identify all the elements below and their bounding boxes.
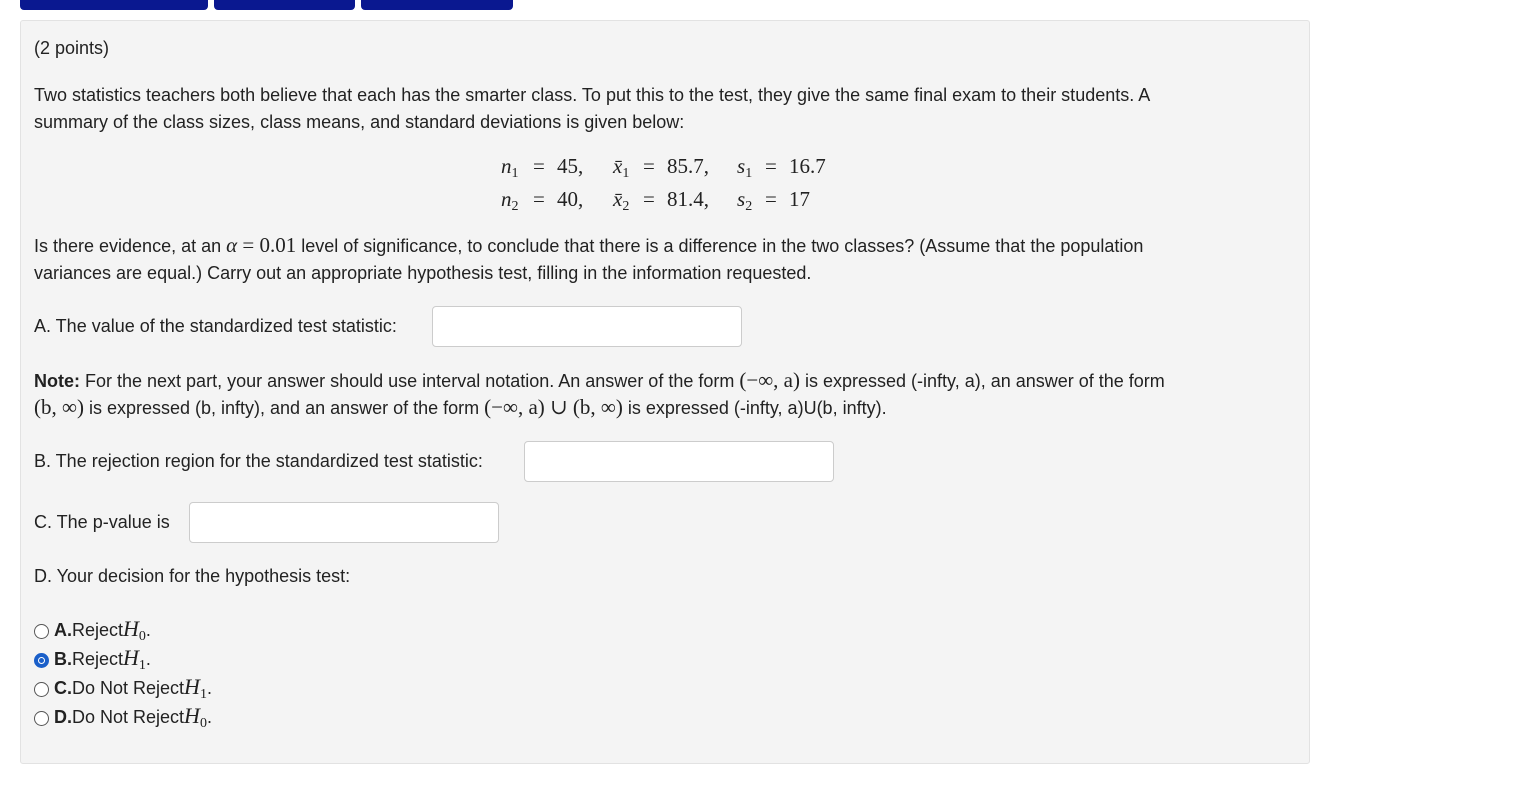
n1-symbol: n	[501, 154, 512, 178]
note-text-2: is expressed (-infty, a), an answer of the form	[799, 371, 1165, 391]
radio-button-a[interactable]	[34, 624, 49, 639]
n1-equals: =	[533, 154, 545, 178]
note-line-2	[34, 394, 887, 422]
option-a-text: Reject	[72, 619, 124, 640]
question-text-end: level of significance, to conclude that there is a difference in the two classes? (Assume that the population	[296, 236, 1144, 256]
s2-symbol: s	[737, 187, 746, 211]
radio-button-d[interactable]	[34, 711, 49, 726]
option-b-letter: B.	[54, 648, 72, 669]
intro-line-2: summary of the class sizes, class means, and standard deviations is given below:	[34, 112, 685, 132]
intro-line-1: Two statistics teachers both believe that each has the smarter class. To put this to the test, they give the same final exam to their students. A	[34, 85, 1151, 105]
p-value-input[interactable]	[189, 502, 499, 543]
x2-symbol: x̄	[613, 187, 623, 211]
option-d-subscript: 0	[199, 715, 207, 731]
note-text-3: is expressed (b, infty), and an answer of the form	[83, 398, 485, 418]
x1-equals: =	[643, 154, 655, 178]
radio-button-c[interactable]	[34, 682, 49, 697]
decision-option-a[interactable]	[34, 617, 151, 643]
top-nav-bar	[0, 0, 520, 10]
option-a-hypothesis: H	[123, 615, 139, 641]
problem-card	[20, 20, 1310, 764]
alpha-equals: =	[237, 233, 260, 257]
question-line-1	[34, 232, 1143, 260]
n1-subscript: 1	[511, 166, 519, 181]
option-c-subscript: 1	[199, 686, 207, 702]
alpha-symbol: α	[226, 233, 238, 257]
part-d-label: D. Your decision for the hypothesis test:	[34, 566, 351, 586]
s2-value: 17	[789, 187, 810, 211]
s1-subscript: 1	[745, 166, 753, 181]
option-c-hypothesis: H	[184, 673, 200, 699]
note-bold-label: Note:	[34, 371, 80, 391]
n2-subscript: 2	[511, 199, 519, 214]
part-c-label: C. The p-value is	[34, 512, 170, 532]
option-d-period: .	[206, 706, 212, 727]
question-line-2: variances are equal.) Carry out an appropriate hypothesis test, filling in the information requested.	[34, 263, 812, 283]
option-a-subscript: 0	[138, 628, 146, 644]
question-text-start: Is there evidence, at an	[34, 236, 227, 256]
note-interval-negative: (−∞, a)	[739, 368, 800, 392]
option-d-text: Do Not Reject	[72, 706, 185, 727]
rejection-region-input[interactable]	[524, 441, 834, 482]
note-text-4: is expressed (-infty, a)U(b, infty).	[622, 398, 887, 418]
n2-value: 40,	[557, 187, 584, 211]
s1-value: 16.7	[789, 154, 826, 178]
n2-equals: =	[533, 187, 545, 211]
points-label: (2 points)	[34, 38, 110, 58]
radio-button-b-selected[interactable]	[34, 653, 49, 668]
x2-subscript: 2	[622, 199, 630, 214]
option-c-text: Do Not Reject	[72, 677, 185, 698]
alpha-value: 0.01	[259, 233, 297, 257]
test-statistic-input[interactable]	[432, 306, 742, 347]
note-line-1	[34, 367, 1165, 395]
note-text-1: For the next part, your answer should use interval notation. An answer of the form	[80, 371, 740, 391]
option-b-period: .	[145, 648, 151, 669]
n1-value: 45,	[557, 154, 584, 178]
nav-button-1[interactable]	[20, 0, 208, 10]
option-b-hypothesis: H	[123, 644, 139, 670]
s1-symbol: s	[737, 154, 746, 178]
option-a-period: .	[145, 619, 151, 640]
decision-option-b[interactable]	[34, 646, 151, 672]
part-b-label: B. The rejection region for the standardized test statistic:	[34, 451, 483, 471]
x1-value: 85.7,	[667, 154, 709, 178]
option-c-letter: C.	[54, 677, 72, 698]
s1-equals: =	[765, 154, 777, 178]
decision-option-d[interactable]	[34, 704, 212, 730]
option-c-period: .	[206, 677, 212, 698]
s2-subscript: 2	[745, 199, 753, 214]
option-d-hypothesis: H	[184, 702, 200, 728]
nav-button-2[interactable]	[214, 0, 355, 10]
part-a-label: A. The value of the standardized test statistic:	[34, 316, 397, 336]
x1-subscript: 1	[622, 166, 630, 181]
note-interval-union: (−∞, a) ∪ (b, ∞)	[484, 395, 623, 419]
x2-value: 81.4,	[667, 187, 709, 211]
option-d-letter: D.	[54, 706, 72, 727]
note-interval-positive: (b, ∞)	[34, 395, 84, 419]
nav-button-3[interactable]	[361, 0, 513, 10]
option-b-text: Reject	[72, 648, 124, 669]
s2-equals: =	[765, 187, 777, 211]
x1-symbol: x̄	[613, 154, 623, 178]
option-a-letter: A.	[54, 619, 72, 640]
option-b-subscript: 1	[138, 657, 146, 673]
n2-symbol: n	[501, 187, 512, 211]
decision-option-c[interactable]	[34, 675, 212, 701]
x2-equals: =	[643, 187, 655, 211]
